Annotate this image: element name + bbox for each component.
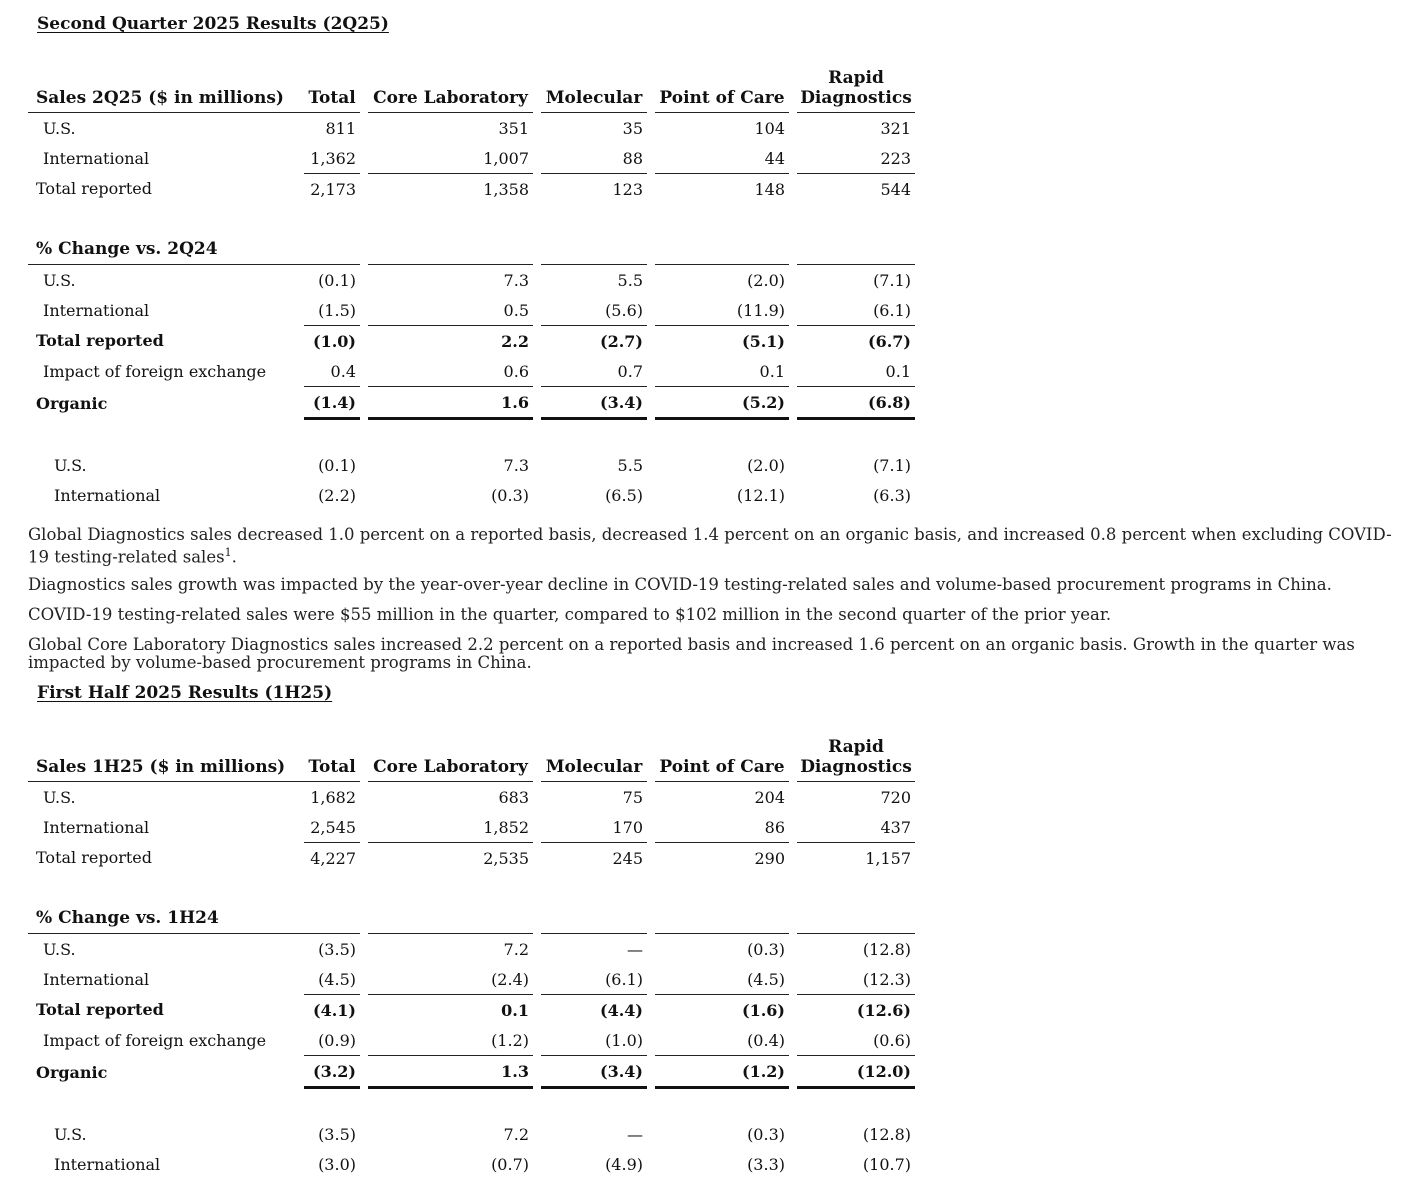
cell: 35 — [541, 112, 647, 143]
header-rapid-bottom: Diagnostics — [800, 88, 912, 108]
cell: 0.1 — [759, 361, 785, 381]
table-row — [28, 1055, 915, 1089]
cell: 4,227 — [304, 842, 360, 873]
cell: 1,682 — [304, 781, 360, 812]
header-molecular: Molecular — [545, 757, 643, 777]
cell: (0.9) — [318, 1030, 356, 1050]
header-rapid-bottom: Diagnostics — [800, 757, 912, 777]
header-rapid-top: Rapid — [828, 68, 884, 88]
cell: 2,173 — [304, 173, 360, 204]
cell: (2.0) — [747, 455, 785, 475]
paragraph-end: . — [231, 547, 237, 567]
table-row — [28, 112, 915, 143]
cell: — — [541, 933, 647, 964]
cell: (0.3) — [491, 485, 529, 505]
table-header-row — [28, 731, 915, 781]
cell: (12.6) — [797, 994, 915, 1025]
paragraph-text: Global Diagnostics sales decreased 1.0 percent on a reported basis, decreased 1.4 percent on an organic basis, and increased 0.8 percent when excluding COVID-19 testing-related sales — [28, 525, 1392, 567]
q2-sales-table — [28, 62, 915, 510]
cell: (3.5) — [304, 933, 360, 964]
row-label: U.S. — [28, 112, 304, 143]
cell: (2.4) — [491, 969, 529, 989]
cell: 1,852 — [483, 817, 529, 837]
cell: (3.5) — [318, 1124, 356, 1144]
cell: (4.9) — [605, 1154, 643, 1174]
cell: 5.5 — [617, 455, 643, 475]
cell: (4.1) — [304, 994, 360, 1025]
paragraph-growth-impact: Diagnostics sales growth was impacted by the year-over-year decline in COVID-19 testing-related sales and volume-based procurement programs in China. — [28, 575, 1332, 594]
cell: (7.1) — [797, 264, 915, 295]
row-label: Impact of foreign exchange — [43, 361, 267, 381]
table-row — [28, 1149, 915, 1179]
cell: 75 — [541, 781, 647, 812]
cell: (1.5) — [318, 300, 356, 320]
cell: (4.4) — [541, 994, 647, 1025]
row-label: Impact of foreign exchange — [43, 1030, 267, 1050]
cell: 123 — [541, 173, 647, 204]
cell: (10.7) — [862, 1154, 911, 1174]
cell: 223 — [880, 148, 911, 168]
header-point-of-care: Point of Care — [659, 757, 785, 777]
cell: (0.4) — [747, 1030, 785, 1050]
table-row — [28, 295, 915, 325]
row-label: Organic — [36, 1062, 108, 1082]
table-row — [28, 143, 915, 173]
header-total: Total — [308, 88, 356, 108]
cell: (0.1) — [304, 264, 360, 295]
header-point-of-care: Point of Care — [659, 88, 785, 108]
table-row — [28, 812, 915, 842]
cell: (6.8) — [797, 386, 915, 420]
cell: 1,007 — [483, 148, 529, 168]
cell: 88 — [622, 148, 643, 168]
cell: (4.5) — [747, 969, 785, 989]
table-row — [28, 994, 915, 1025]
cell: (0.1) — [318, 455, 356, 475]
cell: 544 — [797, 173, 915, 204]
cell: (3.3) — [747, 1154, 785, 1174]
h1-sales-table — [28, 731, 915, 1179]
table-row — [28, 480, 915, 510]
cell: (0.6) — [873, 1030, 911, 1050]
cell: (1.0) — [605, 1030, 643, 1050]
cell: (3.4) — [541, 386, 647, 420]
cell: (6.1) — [605, 969, 643, 989]
cell: (12.0) — [797, 1055, 915, 1089]
table-header-row — [28, 62, 915, 112]
table-row — [28, 325, 915, 356]
change-label-row — [28, 234, 915, 264]
cell: — — [627, 1124, 643, 1144]
cell: (1.2) — [655, 1055, 789, 1089]
table-row — [28, 933, 915, 964]
header-total: Total — [308, 757, 356, 777]
row-label: U.S. — [54, 1124, 87, 1144]
row-label: Total reported — [36, 179, 153, 198]
h1-section-title: First Half 2025 Results (1H25) — [37, 683, 333, 703]
cell: 245 — [541, 842, 647, 873]
header-core-lab: Core Laboratory — [373, 88, 528, 108]
cell: 7.2 — [503, 1124, 529, 1144]
cell: (12.3) — [862, 969, 911, 989]
table-row — [28, 781, 915, 812]
cell: (2.2) — [318, 485, 356, 505]
cell: (0.3) — [655, 933, 789, 964]
cell: 1.6 — [368, 386, 533, 420]
cell: (3.2) — [304, 1055, 360, 1089]
cell: 7.3 — [368, 264, 533, 295]
cell: 1,157 — [797, 842, 915, 873]
header-core-lab: Core Laboratory — [373, 757, 528, 777]
cell: (1.4) — [304, 386, 360, 420]
cell: 0.1 — [368, 994, 533, 1025]
header-rapid-diagnostics — [797, 731, 915, 781]
cell: 7.2 — [368, 933, 533, 964]
cell: 2,535 — [368, 842, 533, 873]
row-label: Total reported — [36, 1000, 164, 1019]
cell: 1.3 — [368, 1055, 533, 1089]
table-row — [28, 386, 915, 420]
cell: (12.1) — [736, 485, 785, 505]
change-label-row — [28, 903, 915, 933]
cell: (3.0) — [318, 1154, 356, 1174]
cell: (6.5) — [605, 485, 643, 505]
cell: (5.6) — [605, 300, 643, 320]
row-label: International — [43, 969, 150, 989]
row-label: Total reported — [36, 331, 164, 350]
header-label: Sales 2Q25 ($ in millions) — [36, 88, 284, 108]
row-label: International — [54, 485, 161, 505]
cell: 290 — [655, 842, 789, 873]
cell: (12.8) — [797, 933, 915, 964]
cell: (11.9) — [736, 300, 785, 320]
cell: (0.3) — [747, 1124, 785, 1144]
paragraph-global-diagnostics — [28, 526, 1398, 567]
row-label: International — [43, 148, 150, 168]
cell: 437 — [880, 817, 911, 837]
footnote-marker: 1 — [224, 546, 232, 559]
row-label: International — [43, 300, 150, 320]
cell: (1.2) — [491, 1030, 529, 1050]
cell: 170 — [612, 817, 643, 837]
cell: (0.7) — [491, 1154, 529, 1174]
cell: (7.1) — [873, 455, 911, 475]
change-label: % Change vs. 2Q24 — [36, 239, 218, 259]
table-row — [28, 173, 915, 204]
cell: 1,362 — [310, 148, 356, 168]
cell: (2.0) — [655, 264, 789, 295]
row-label: U.S. — [28, 933, 304, 964]
cell: 104 — [655, 112, 789, 143]
cell: 44 — [764, 148, 785, 168]
table-row — [28, 964, 915, 994]
table-row — [28, 1025, 915, 1055]
cell: (5.2) — [655, 386, 789, 420]
table-row — [28, 356, 915, 386]
cell: (4.5) — [318, 969, 356, 989]
paragraph-covid-sales: COVID-19 testing-related sales were $55 million in the quarter, compared to $102 million in the second quarter of the prior year. — [28, 605, 1112, 624]
header-label: Sales 1H25 ($ in millions) — [36, 757, 286, 777]
cell: 811 — [304, 112, 360, 143]
table-row — [28, 1119, 915, 1149]
cell: (2.7) — [541, 325, 647, 356]
q2-section-title: Second Quarter 2025 Results (2Q25) — [37, 14, 389, 34]
table-row — [28, 264, 915, 295]
cell: 2,545 — [310, 817, 356, 837]
cell: 720 — [797, 781, 915, 812]
cell: 2.2 — [368, 325, 533, 356]
cell: 0.1 — [885, 361, 911, 381]
row-label: Organic — [36, 393, 108, 413]
header-rapid-diagnostics — [797, 62, 915, 112]
cell: (1.0) — [304, 325, 360, 356]
cell: 683 — [368, 781, 533, 812]
cell: 0.7 — [617, 361, 643, 381]
row-label: U.S. — [54, 455, 87, 475]
change-label: % Change vs. 1H24 — [36, 908, 219, 928]
cell: 0.6 — [503, 361, 529, 381]
cell: 204 — [655, 781, 789, 812]
cell: (1.6) — [655, 994, 789, 1025]
cell: (6.3) — [873, 485, 911, 505]
cell: 351 — [368, 112, 533, 143]
cell: 0.4 — [330, 361, 356, 381]
cell: 0.5 — [503, 300, 529, 320]
header-rapid-top: Rapid — [828, 737, 884, 757]
cell: (3.4) — [541, 1055, 647, 1089]
cell: 86 — [764, 817, 785, 837]
cell: 321 — [797, 112, 915, 143]
cell: (6.7) — [797, 325, 915, 356]
cell: 148 — [655, 173, 789, 204]
row-label: International — [54, 1154, 161, 1174]
row-label: Total reported — [36, 848, 153, 867]
paragraph-core-lab: Global Core Laboratory Diagnostics sales increased 2.2 percent on a reported basis and increased 1.6 percent on an organic basis. Growth in the quarter was impacted by volume-based procurement programs in China. — [28, 635, 1355, 672]
cell: (6.1) — [873, 300, 911, 320]
cell: 7.3 — [503, 455, 529, 475]
table-row — [28, 842, 915, 873]
cell: 1,358 — [368, 173, 533, 204]
row-label: U.S. — [28, 264, 304, 295]
row-label: U.S. — [28, 781, 304, 812]
row-label: International — [43, 817, 150, 837]
table-row — [28, 450, 915, 480]
header-molecular: Molecular — [545, 88, 643, 108]
cell: (12.8) — [862, 1124, 911, 1144]
cell: 5.5 — [541, 264, 647, 295]
cell: (5.1) — [655, 325, 789, 356]
